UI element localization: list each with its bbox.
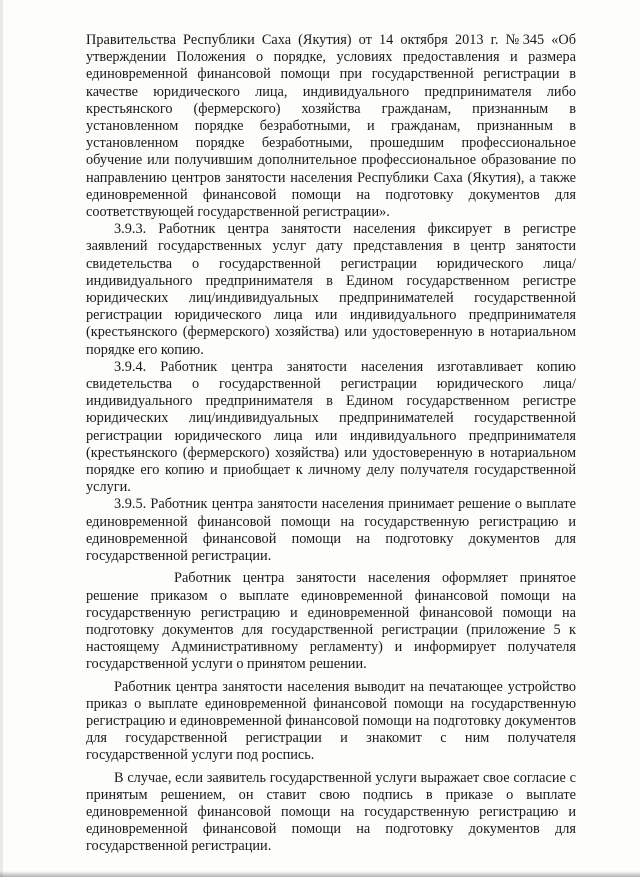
paragraph-3-9-3: 3.9.3. Работник центра занятости населения фиксирует в регистре заявлений государственных услуг дату представления в центр занятости свидетельства о государственной регистрации юридического лица/индивидуального предпринимателя в Едином государственном регистре юридических лиц/индивидуальных предпринимателей государственной регистрации юридического лица или индивидуального предпринимателя (крестьянского (фермерского) хозяйства) или удостоверенную в нотариальном порядке его копию. xyxy=(86,221,576,358)
paragraph-print-order: Работник центра занятости населения выводит на печатающее устройство приказ о выплате единовременной финансовой помощи на государственную регистрацию и единовременной финансовой помощи на подготовку документов для государственной регистрации и знакомит с ним получателя государственной услуги под роспись. xyxy=(86,678,576,764)
paragraph-applicant-agreement: В случае, если заявитель государственной услуги выражает свое согласие с принятым решением, он ставит свою подпись в приказе о выплате единовременной финансовой помощи на государственную регистрацию и единовременной финансовой помощи на подготовку документов для государственной регистрации. xyxy=(86,769,576,855)
paragraph-3-9-4: 3.9.4. Работник центра занятости населения изготавливает копию свидетельства о государственной регистрации юридического лица/индивидуального предпринимателя в Едином государственном регистре юридических лиц/индивидуальных предпринимателей государственной регистрации юридического лица или индивидуального предпринимателя (крестьянского (фермерского) хозяйства) или удостоверенную в нотариальном порядке его копию и приобщает к личному делу получателя государственной услуги. xyxy=(86,358,576,496)
paragraph-decision-order: Работник центра занятости населения оформляет принятое решение приказом о выплате единовременной финансовой помощи на государственную регистрацию и единовременной финансовой помощи на подготовку документов для государственной регистрации (приложение 5 к настоящему Административному регламенту) и информирует получателя государственной услуги о принятом решении. xyxy=(86,570,576,673)
scan-left-edge xyxy=(0,0,3,877)
paragraph-continuation-resolution: Правительства Республики Саха (Якутия) от 14 октября 2013 г. №345 «Об утверждении Положения о порядке, условиях предоставления и размера единовременной финансовой помощи при государственной регистрации в качестве юридического лица, индивидуального предпринимателя либо крестьянского (фермерского) хозяйства гражданам, признанным в установленном порядке безработными, и гражданам, признанным в установленном порядке безработными, прошедшим профессиональное обучение или получившим дополнительное профессиональное образование по направлению центров занятости населения Республики Саха (Якутия), а также единовременной финансовой помощи на подготовку документов для соответствующей государственной регистрации». xyxy=(86,32,576,221)
paragraph-3-9-5: 3.9.5. Работник центра занятости населения принимает решение о выплате единовременной финансовой помощи на государственную регистрацию и единовременной финансовой помощи на подготовку документов для государственной регистрации. xyxy=(86,496,576,565)
scan-bottom-edge xyxy=(0,871,640,877)
document-body xyxy=(86,32,576,856)
